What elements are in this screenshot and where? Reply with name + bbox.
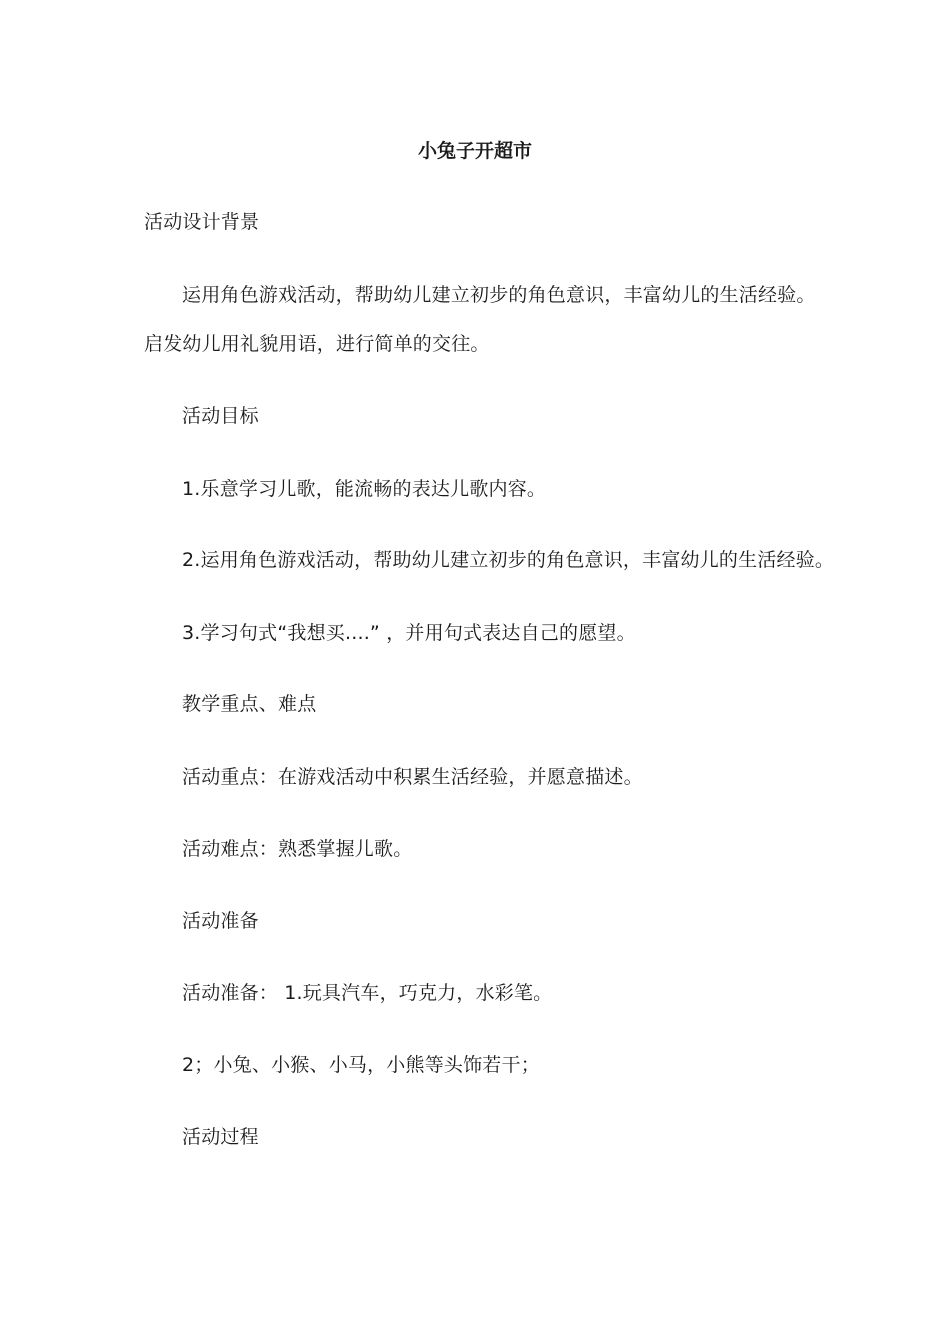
preparation-item-2: 2；小兔、小猴、小马，小熊等头饰若干； (182, 1054, 540, 1076)
key-point-text: 活动重点：在游戏活动中积累生活经验，并愿意描述。 (182, 766, 643, 788)
background-paragraph-line-2: 启发幼儿用礼貌用语，进行简单的交往。 (144, 333, 490, 355)
background-paragraph-line-1: 运用角色游戏活动，帮助幼儿建立初步的角色意识，丰富幼儿的生活经验。 (182, 284, 816, 306)
key-points-heading: 教学重点、难点 (182, 693, 317, 715)
goal-item-3: 3.学习句式“我想买....” ，并用句式表达自己的愿望。 (182, 622, 636, 644)
goals-heading: 活动目标 (182, 405, 259, 427)
goal-item-2: 2.运用角色游戏活动，帮助幼儿建立初步的角色意识，丰富幼儿的生活经验。 (182, 549, 835, 571)
difficulty-text: 活动难点：熟悉掌握儿歌。 (182, 838, 413, 860)
preparation-heading: 活动准备 (182, 910, 259, 932)
background-heading: 活动设计背景 (144, 211, 260, 233)
goal-item-1: 1.乐意学习儿歌，能流畅的表达儿歌内容。 (182, 478, 547, 500)
process-heading: 活动过程 (182, 1126, 259, 1148)
document-title: 小兔子开超市 (417, 140, 532, 162)
preparation-item-1: 活动准备： 1.玩具汽车，巧克力，水彩笔。 (182, 982, 553, 1004)
